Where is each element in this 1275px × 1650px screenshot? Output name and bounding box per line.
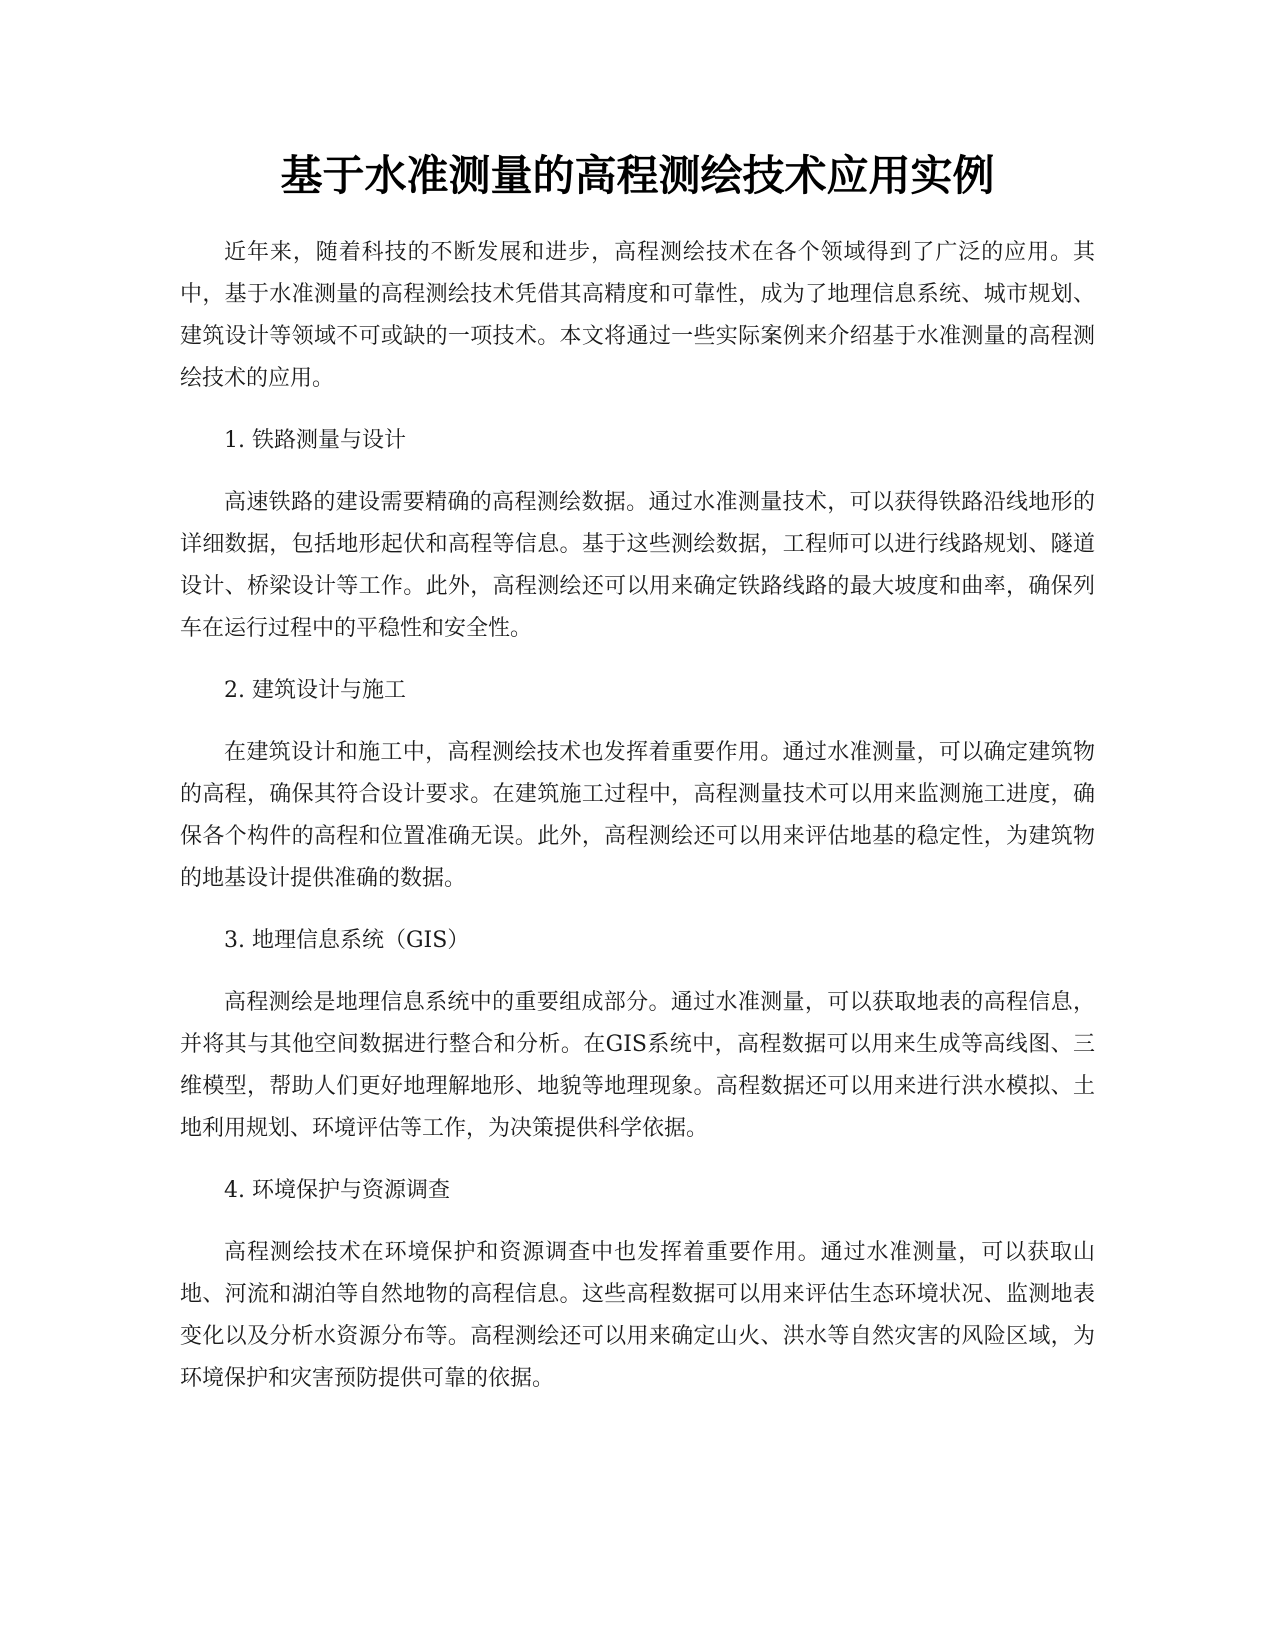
intro-paragraph: 近年来，随着科技的不断发展和进步，高程测绘技术在各个领域得到了广泛的应用。其中，基于水准测量的高程测绘技术凭借其高精度和可靠性，成为了地理信息系统、城市规划、建筑设计等领域不可或缺的一项技术。本文将通过一些实际案例来介绍基于水准测量的高程测绘技术的应用。: [180, 240, 1095, 391]
section-body-railway: 高速铁路的建设需要精确的高程测绘数据。通过水准测量技术，可以获得铁路沿线地形的详细数据，包括地形起伏和高程等信息。基于这些测绘数据，工程师可以进行线路规划、隧道设计、桥梁设计等工作。此外，高程测绘还可以用来确定铁路线路的最大坡度和曲率，确保列车在运行过程中的平稳性和安全性。: [180, 490, 1095, 641]
document-body: [180, 232, 1095, 1420]
section-body-building: 在建筑设计和施工中，高程测绘技术也发挥着重要作用。通过水准测量，可以确定建筑物的高程，确保其符合设计要求。在建筑施工过程中，高程测量技术可以用来监测施工进度，确保各个构件的高程和位置准确无误。此外，高程测绘还可以用来评估地基的稳定性，为建筑物的地基设计提供准确的数据。: [180, 740, 1095, 891]
section-heading-gis: 3. 地理信息系统（GIS）: [224, 928, 470, 953]
section-body-gis: 高程测绘是地理信息系统中的重要组成部分。通过水准测量，可以获取地表的高程信息，并将其与其他空间数据进行整合和分析。在GIS系统中，高程数据可以用来生成等高线图、三维模型，帮助人们更好地理解地形、地貌等地理现象。高程数据还可以用来进行洪水模拟、土地利用规划、环境评估等工作，为决策提供科学依据。: [180, 990, 1095, 1141]
section-body-environment: 高程测绘技术在环境保护和资源调查中也发挥着重要作用。通过水准测量，可以获取山地、河流和湖泊等自然地物的高程信息。这些高程数据可以用来评估生态环境状况、监测地表变化以及分析水资源分布等。高程测绘还可以用来确定山火、洪水等自然灾害的风险区域，为环境保护和灾害预防提供可靠的依据。: [180, 1240, 1095, 1391]
document-title: 基于水准测量的高程测绘技术应用实例: [280, 151, 995, 200]
section-heading-building: 2. 建筑设计与施工: [224, 678, 406, 703]
section-heading-environment: 4. 环境保护与资源调查: [224, 1178, 450, 1203]
section-heading-railway: 1. 铁路测量与设计: [224, 428, 406, 453]
